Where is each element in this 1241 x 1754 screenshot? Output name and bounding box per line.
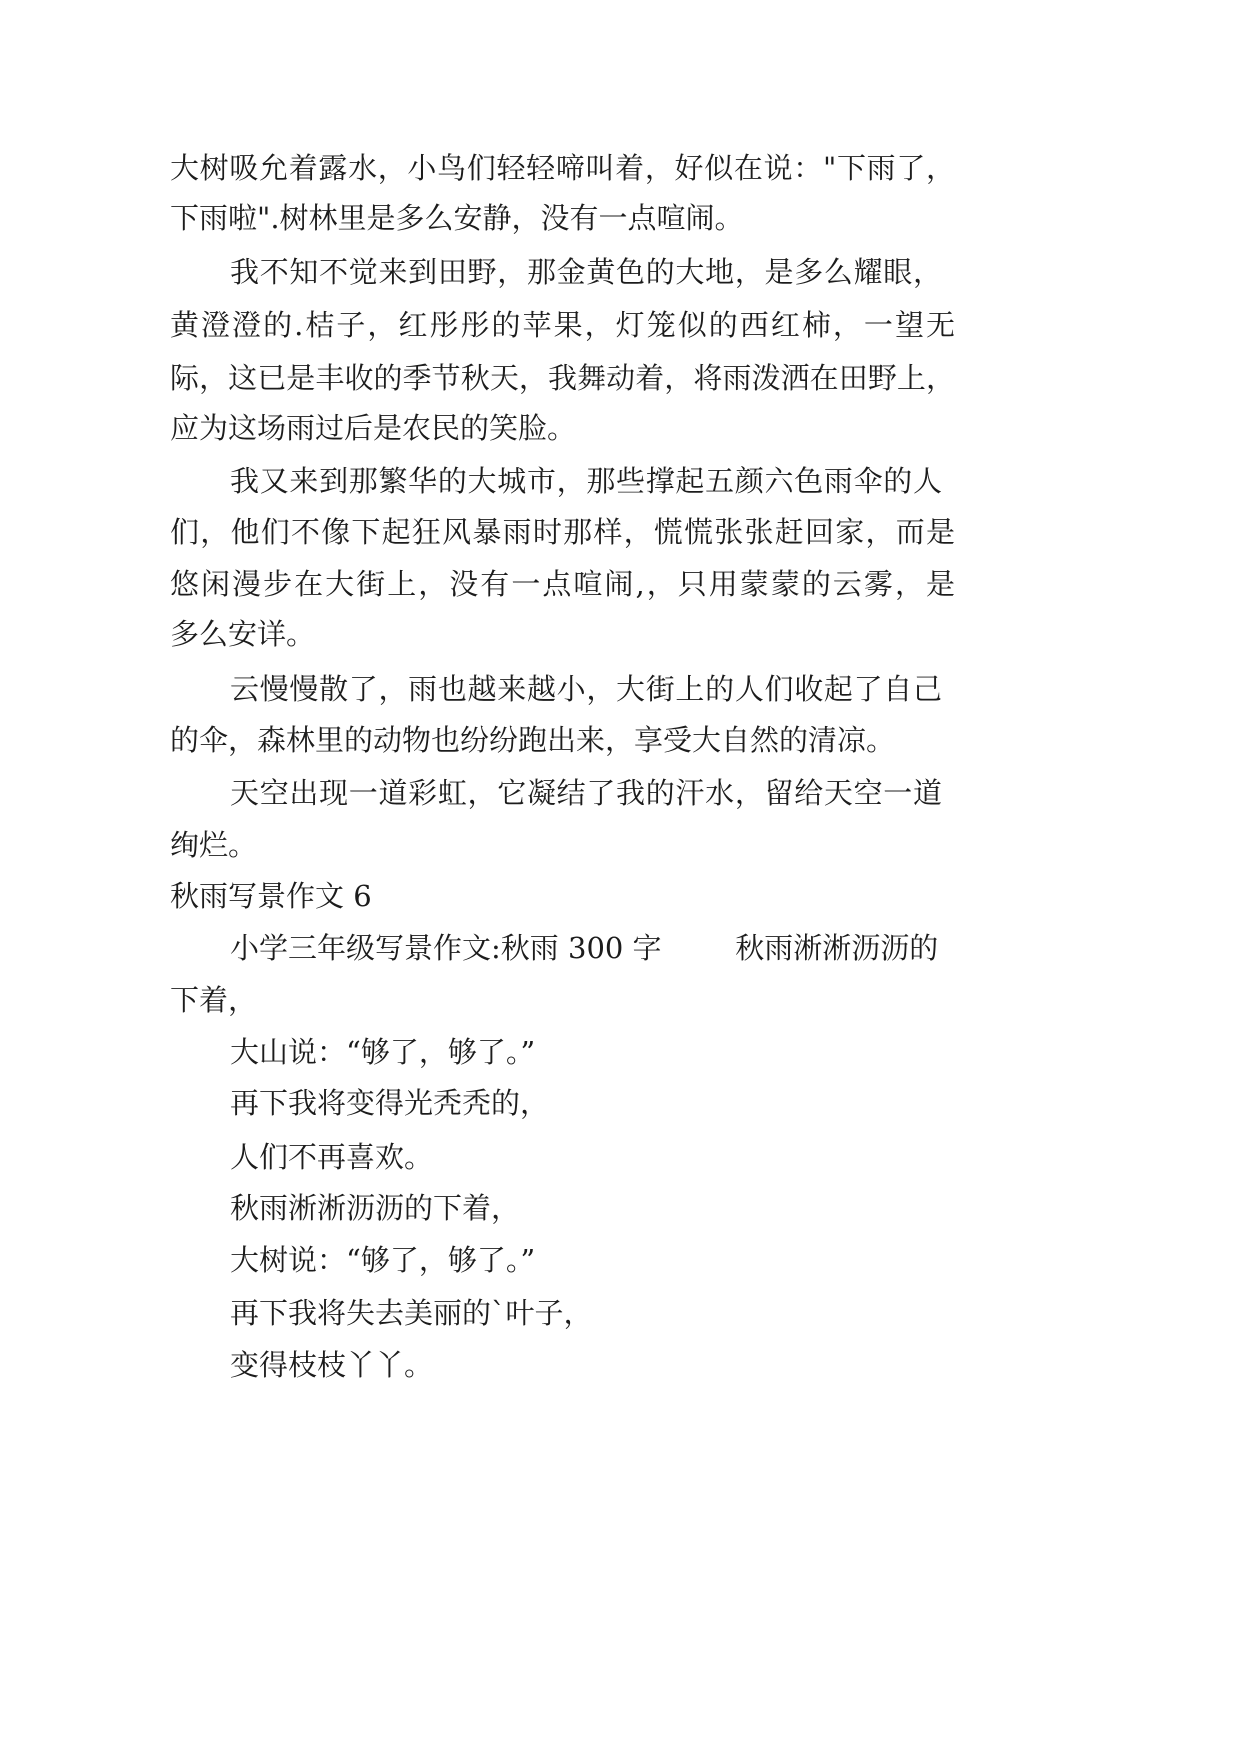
text-line: 大树说：“够了，够了。”: [230, 1243, 536, 1277]
text-line: 的伞，森林里的动物也纷纷跑出来，享受大自然的清凉。: [170, 723, 896, 757]
text-line: 我又来到那繁华的大城市，那些撑起五颜六色雨伞的人: [230, 464, 942, 498]
text-line: 们，他们不像下起狂风暴雨时那样，慌慌张张赶回家，而是: [170, 515, 955, 549]
text-line: 秋雨淅淅沥沥的下着，: [230, 1191, 521, 1225]
text-line: 大树吸允着露水，小鸟们轻轻啼叫着，好似在说："下雨了，: [170, 151, 955, 185]
text-line: 际，这已是丰收的季节秋天，我舞动着，将雨泼洒在田野上，: [170, 361, 955, 395]
text-line: 云慢慢散了，雨也越来越小，大街上的人们收起了自己: [230, 672, 942, 706]
text-line: 下雨啦".树林里是多么安静，没有一点喧闹。: [170, 201, 744, 235]
text-line: 再下我将变得光秃秃的，: [230, 1086, 550, 1120]
text-line: 悠闲漫步在大街上，没有一点喧闹,，只用蒙蒙的云雾，是: [170, 567, 955, 601]
text-line: 应为这场雨过后是农民的笑脸。: [170, 411, 577, 445]
text-line: 我不知不觉来到田野，那金黄色的大地，是多么耀眼，: [230, 255, 942, 289]
text-line: 绚烂。: [170, 828, 258, 862]
text-line: 黄澄澄的.桔子，红彤彤的苹果，灯笼似的西红柿，一望无: [170, 308, 955, 342]
text-line: 人们不再喜欢。: [230, 1140, 434, 1174]
text-line: 大山说：“够了，够了。”: [230, 1035, 536, 1069]
text-line: 下着，: [170, 983, 258, 1017]
text-line: 天空出现一道彩虹，它凝结了我的汗水，留给天空一道: [230, 776, 942, 810]
text-line: 变得枝枝丫丫。: [230, 1348, 434, 1382]
text-line: 多么安详。: [170, 617, 316, 651]
text-line: 再下我将失去美丽的`叶子，: [230, 1296, 593, 1330]
section-heading: 秋雨写景作文 6: [170, 879, 372, 913]
text-line: 小学三年级写景作文:秋雨 300 字 秋雨淅淅沥沥的: [230, 931, 939, 965]
